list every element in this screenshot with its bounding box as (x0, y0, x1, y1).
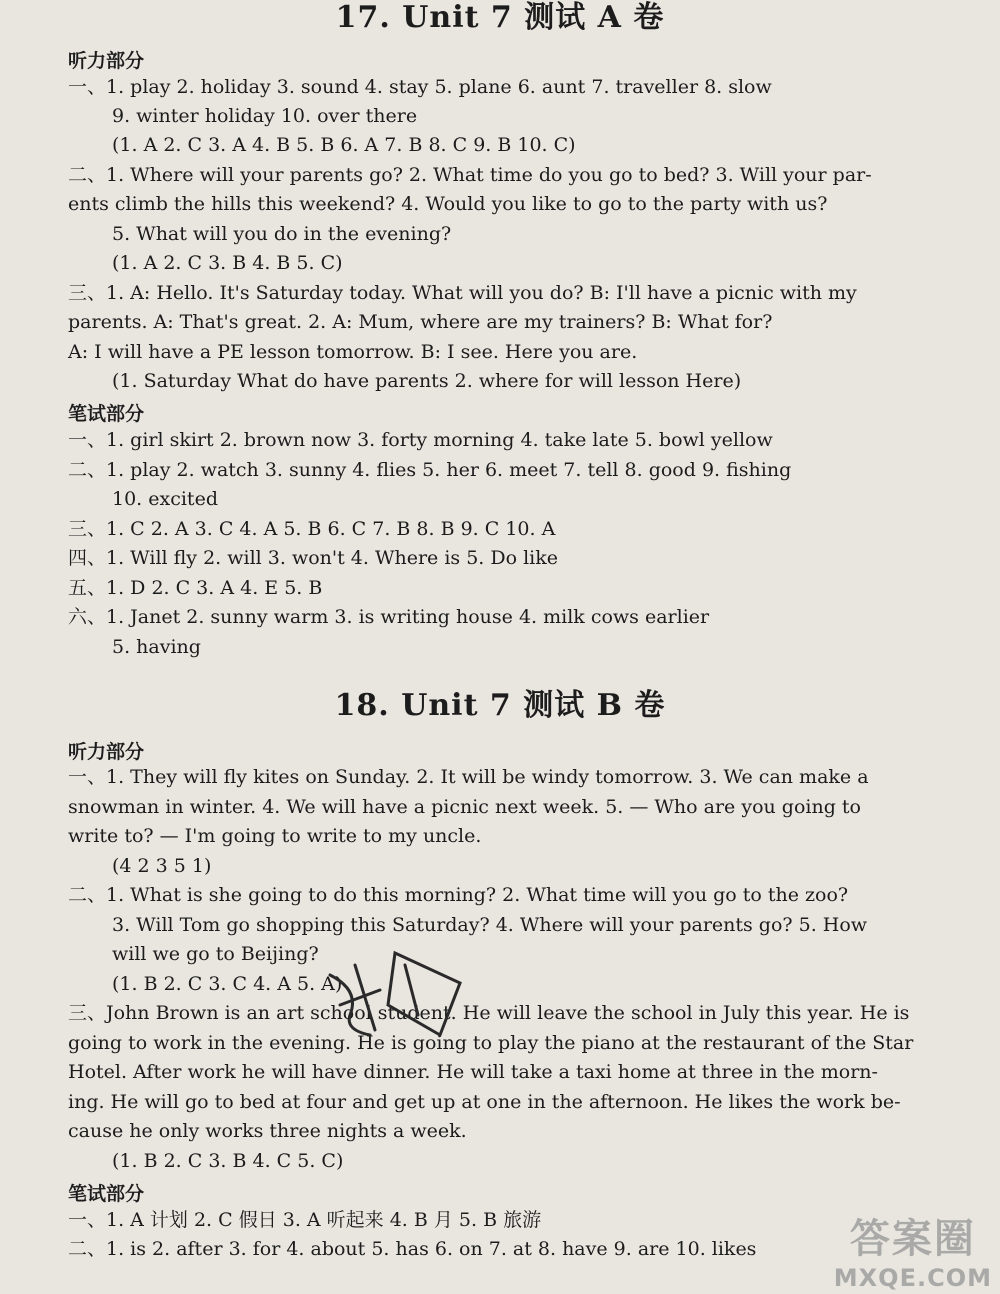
answer-line: 一、1. They will fly kites on Sunday. 2. It will be windy tomorrow. 3. We can make a (68, 766, 869, 788)
answer-line: (1. B 2. C 3. B 4. C 5. C) (112, 1150, 344, 1172)
answer-line: Hotel. After work he will have dinner. He will take a taxi home at three in the morn- (68, 1061, 878, 1083)
answer-line: ing. He will go to bed at four and get up at one in the afternoon. He likes the work be- (68, 1091, 901, 1113)
section-b-title: 18. Unit 7 测试 B 卷 (334, 688, 666, 723)
watermark-main: 答案圈 (849, 1216, 976, 1262)
answer-line: 三、1. C 2. A 3. C 4. A 5. B 6. C 7. B 8. B 9. C 10. A (68, 518, 556, 540)
answer-line: parents. A: That's great. 2. A: Mum, where are my trainers? B: What for? (68, 311, 773, 333)
answer-line: 二、1. What is she going to do this morning? 2. What time will you go to the zoo? (68, 884, 849, 906)
answer-line: (1. A 2. C 3. A 4. B 5. B 6. A 7. B 8. C 9. B 10. C) (112, 134, 576, 156)
answer-line: will we go to Beijing? (112, 943, 319, 965)
answer-line: 五、1. D 2. C 3. A 4. E 5. B (68, 577, 323, 599)
watermark-url: MXQE.COM (833, 1264, 992, 1292)
answer-line: 5. having (112, 636, 201, 658)
answer-line: 5. What will you do in the evening? (112, 223, 452, 245)
answer-line: 三、1. A: Hello. It's Saturday today. What will you do? B: I'll have a picnic with my (68, 282, 857, 304)
answer-line: 一、1. A 计划 2. C 假日 3. A 听起来 4. B 月 5. B 旅游 (68, 1209, 542, 1231)
answer-line: (1. Saturday What do have parents 2. where for will lesson Here) (112, 370, 742, 392)
answer-line: 六、1. Janet 2. sunny warm 3. is writing house 4. milk cows earlier (68, 606, 710, 628)
answer-line: 三、John Brown is an art school student. He will leave the school in July this year. He is (68, 1002, 910, 1024)
answer-line: A: I will have a PE lesson tomorrow. B: I see. Here you are. (68, 341, 638, 363)
answer-line: 9. winter holiday 10. over there (112, 105, 418, 127)
section-a-listening-label: 听力部分 (68, 50, 145, 72)
answer-line: 二、1. Where will your parents go? 2. What time do you go to bed? 3. Will your par- (68, 164, 872, 186)
answer-line: cause he only works three nights a week. (68, 1120, 467, 1142)
answer-line: 10. excited (112, 488, 218, 510)
answer-line: (4 2 3 5 1) (112, 855, 212, 877)
section-b-written-label: 笔试部分 (68, 1183, 145, 1205)
answer-line: snowman in winter. 4. We will have a picnic next week. 5. — Who are you going to (68, 796, 861, 818)
handwritten-scribble-icon (300, 935, 470, 1045)
section-b-listening-label: 听力部分 (68, 741, 145, 763)
answer-line: (1. B 2. C 3. C 4. A 5. A) (112, 973, 343, 995)
answer-line: 一、1. girl skirt 2. brown now 3. forty morning 4. take late 5. bowl yellow (68, 429, 773, 451)
answer-line: 二、1. play 2. watch 3. sunny 4. flies 5. her 6. meet 7. tell 8. good 9. fishing (68, 459, 792, 481)
section-a-title: 17. Unit 7 测试 A 卷 (335, 0, 665, 35)
section-a-written-label: 笔试部分 (68, 403, 145, 425)
answer-line: 3. Will Tom go shopping this Saturday? 4. Where will your parents go? 5. How (112, 914, 868, 936)
answer-line: going to work in the evening. He is going to play the piano at the restaurant of the Star (68, 1032, 914, 1054)
answer-line: write to? — I'm going to write to my uncle. (68, 825, 482, 847)
answer-line: ents climb the hills this weekend? 4. Would you like to go to the party with us? (68, 193, 828, 215)
answer-line: 一、1. play 2. holiday 3. sound 4. stay 5. plane 6. aunt 7. traveller 8. slow (68, 76, 772, 98)
answer-line: 四、1. Will fly 2. will 3. won't 4. Where is 5. Do like (68, 547, 558, 569)
answer-line: 二、1. is 2. after 3. for 4. about 5. has 6. on 7. at 8. have 9. are 10. likes (68, 1238, 757, 1260)
watermark (834, 1207, 992, 1292)
answer-line: (1. A 2. C 3. B 4. B 5. C) (112, 252, 343, 274)
